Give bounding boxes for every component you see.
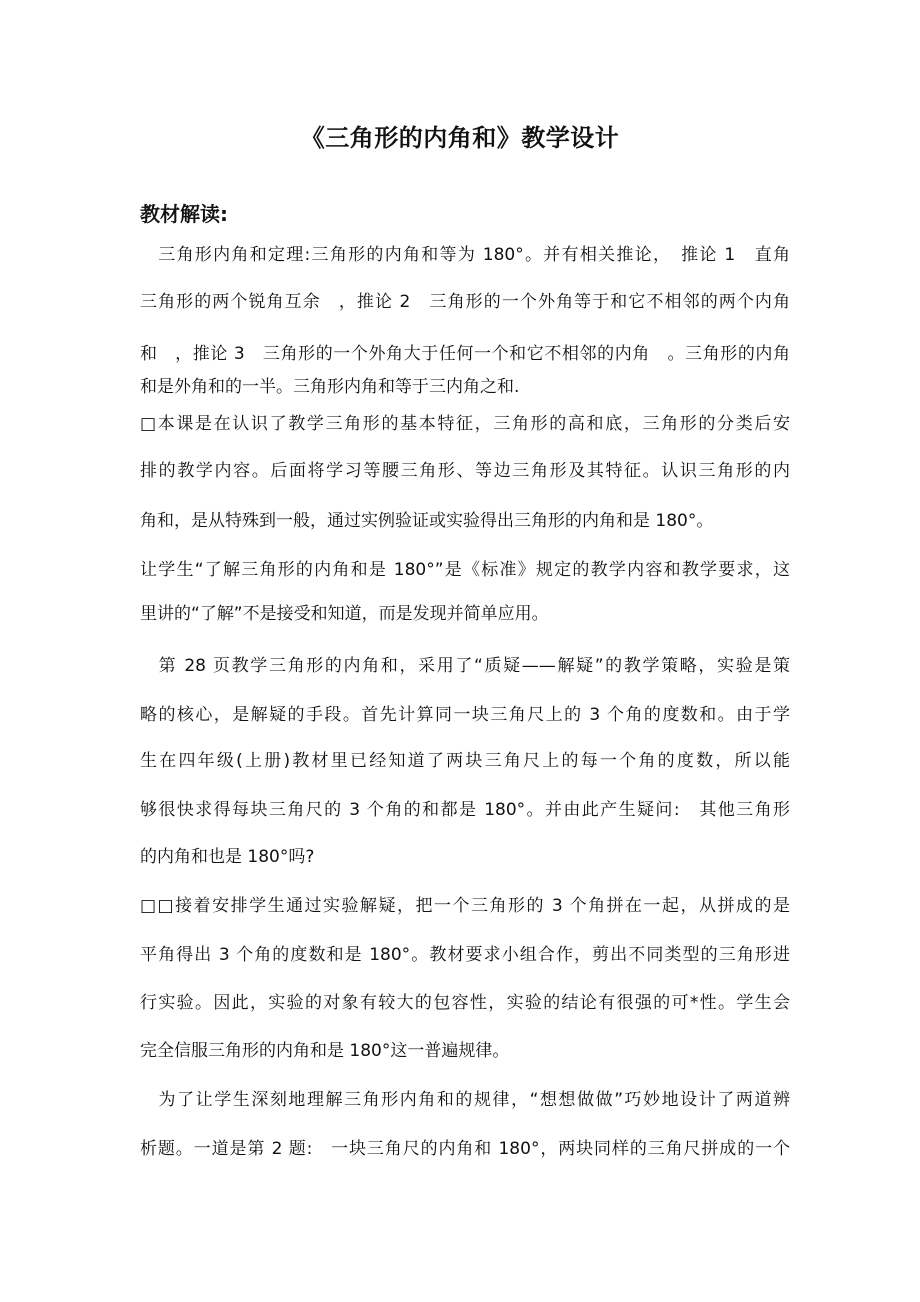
section-heading: 教材解读: bbox=[140, 202, 228, 226]
paragraph-line: 角和，是从特殊到一般，通过实例验证或实验得出三角形的内角和是 180°。 bbox=[140, 511, 714, 531]
paragraph-line: 三角形内角和定理:三角形的内角和等为 180°。并有相关推论， 推论 1 直角 bbox=[140, 245, 790, 265]
paragraph-line: 的内角和也是 180°吗? bbox=[140, 847, 315, 867]
paragraph-line: 里讲的“了解”不是接受和知道，而是发现并简单应用。 bbox=[140, 604, 549, 624]
paragraph-line: □□接着安排学生通过实验解疑，把一个三角形的 3 个角拼在一起，从拼成的是 bbox=[140, 896, 790, 916]
paragraph-line: 排的教学内容。后面将学习等腰三角形、等边三角形及其特征。认识三角形的内 bbox=[140, 461, 790, 481]
paragraph-line: 生在四年级(上册)教材里已经知道了两块三角尺上的每一个角的度数，所以能 bbox=[140, 751, 790, 771]
paragraph-line: 第 28 页教学三角形的内角和，采用了“质疑——解疑”的教学策略，实验是策 bbox=[140, 656, 790, 676]
paragraph-line: 平角得出 3 个角的度数和是 180°。教材要求小组合作，剪出不同类型的三角形进 bbox=[140, 945, 790, 965]
paragraph-line: 够很快求得每块三角尺的 3 个角的和都是 180°。并由此产生疑问: 其他三角形 bbox=[140, 800, 790, 820]
document-title: 《三角形的内角和》教学设计 bbox=[300, 124, 620, 152]
paragraph-line: 让学生“了解三角形的内角和是 180°”是《标准》规定的教学内容和教学要求，这 bbox=[140, 560, 790, 580]
paragraph-line: 行实验。因此，实验的对象有较大的包容性，实验的结论有很强的可*性。学生会 bbox=[140, 993, 790, 1013]
paragraph-line: □本课是在认识了教学三角形的基本特征，三角形的高和底，三角形的分类后安 bbox=[140, 414, 790, 434]
paragraph-line: 略的核心，是解疑的手段。首先计算同一块三角尺上的 3 个角的度数和。由于学 bbox=[140, 705, 790, 725]
paragraph-line: 为了让学生深刻地理解三角形内角和的规律，“想想做做”巧妙地设计了两道辨 bbox=[140, 1090, 790, 1110]
paragraph-line: 析题。一道是第 2 题: 一块三角尺的内角和 180°，两块同样的三角尺拼成的一个 bbox=[140, 1139, 790, 1159]
paragraph-line: 和 ，推论 3 三角形的一个外角大于任何一个和它不相邻的内角 。三角形的内角 bbox=[140, 344, 790, 364]
paragraph-line: 完全信服三角形的内角和是 180°这一普遍规律。 bbox=[140, 1041, 510, 1061]
paragraph-line: 三角形的两个锐角互余 ，推论 2 三角形的一个外角等于和它不相邻的两个内角 bbox=[140, 292, 790, 312]
paragraph-line: 和是外角和的一半。三角形内角和等于三内角之和. bbox=[140, 377, 520, 397]
